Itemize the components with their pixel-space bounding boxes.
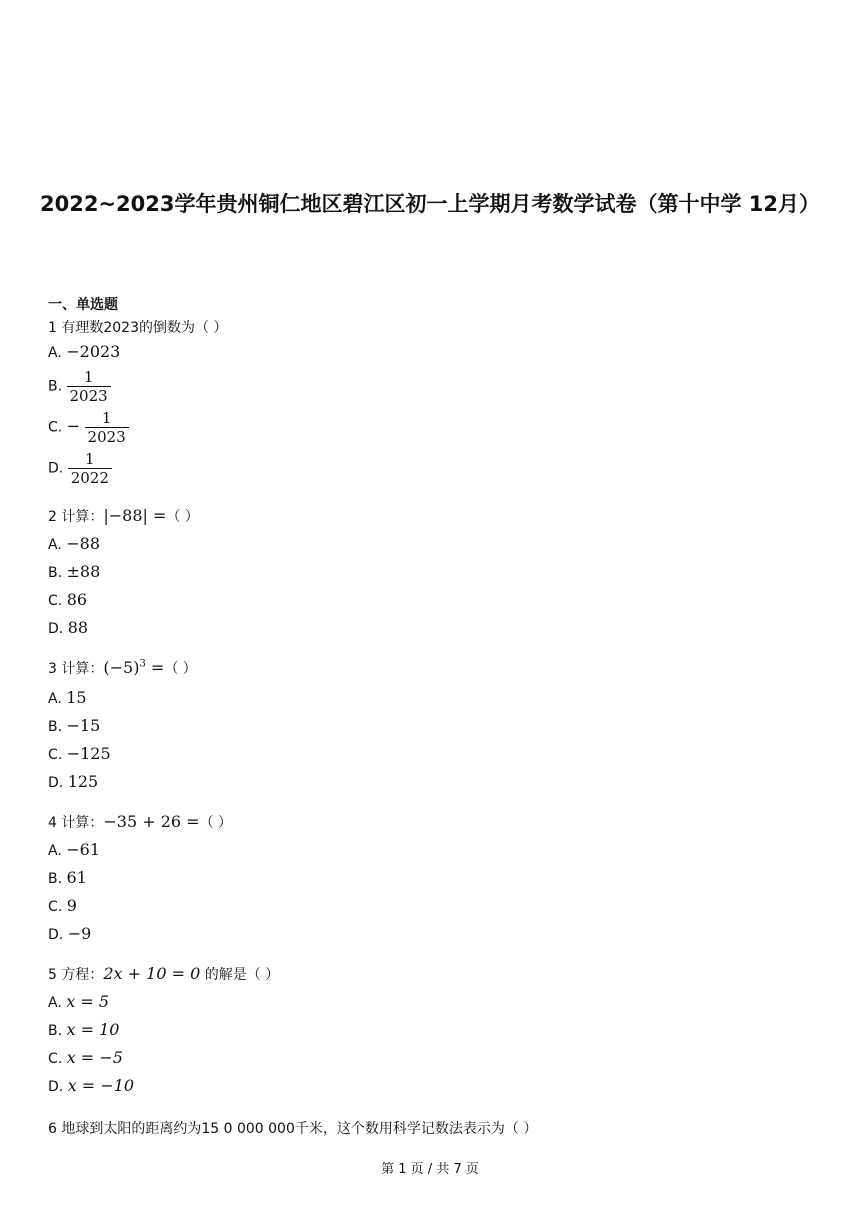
option-value: x = −10 [67, 1076, 135, 1095]
option-label: C. [48, 419, 63, 436]
page-footer: 第 1 页 / 共 7 页 [381, 1162, 479, 1177]
option-value: 125 [67, 772, 99, 791]
option-value: 9 [66, 896, 77, 915]
option-value: x = 5 [66, 992, 110, 1011]
option-value: −15 [66, 716, 101, 735]
math-expression: −35 + 26 = [103, 812, 200, 831]
power-base: (−5) [103, 658, 140, 677]
numerator: 1 [85, 450, 95, 468]
option-label: B. [48, 871, 63, 887]
numerator: 1 [83, 368, 94, 386]
minus-sign: − [66, 416, 81, 436]
question-5-option-d [48, 1076, 134, 1095]
question-3-option-c [48, 744, 111, 763]
option-label: D. [48, 1079, 64, 1095]
option-value: −88 [66, 534, 100, 553]
stem-prefix: 2 计算： [48, 509, 104, 525]
question-2-option-d [48, 618, 88, 637]
question-5-option-b [48, 1020, 119, 1039]
option-label: A. [48, 995, 62, 1011]
question-1-option-b [48, 368, 111, 405]
option-value: 88 [67, 618, 89, 637]
math-expression: 2x + 10 = 0 [103, 964, 201, 983]
question-6-stem: 6 地球到太阳的距离约为15 0 000 000千米，这个数用科学记数法表示为（ ） [48, 1121, 538, 1137]
option-value: −125 [66, 744, 111, 763]
option-label: B. [48, 565, 63, 581]
stem-prefix: 5 方程： [48, 967, 104, 983]
question-2-option-a [48, 534, 100, 553]
option-value: 86 [66, 590, 88, 609]
option-label: B. [48, 378, 63, 395]
question-3-option-b [48, 716, 100, 735]
question-5-option-a [48, 992, 109, 1011]
option-value: x = 10 [66, 1020, 120, 1039]
question-3-stem [48, 658, 197, 678]
option-value: x = −5 [66, 1048, 123, 1067]
option-label: B. [48, 1023, 63, 1039]
question-5-stem [48, 964, 279, 984]
question-4-stem [48, 812, 232, 832]
option-label: C. [48, 899, 63, 915]
question-3-option-d [48, 772, 98, 791]
math-expression [103, 658, 164, 677]
option-value: 61 [66, 868, 87, 887]
denominator: 2022 [68, 468, 112, 487]
option-label: C. [48, 747, 63, 763]
fraction [85, 409, 129, 446]
page-title: 2022~2023学年贵州铜仁地区碧江区初一上学期月考数学试卷（第十中学 12月） [40, 192, 821, 216]
stem-suffix: （ ） [164, 661, 197, 677]
option-label: D. [48, 621, 64, 637]
stem-prefix: 3 计算： [48, 661, 104, 677]
option-label: A. [48, 537, 62, 553]
question-2-option-c [48, 590, 87, 609]
denominator: 2023 [67, 386, 111, 405]
option-value: −2023 [66, 342, 121, 361]
option-label: D. [48, 460, 64, 477]
question-1-option-a [48, 342, 120, 361]
question-2-stem [48, 506, 199, 526]
option-label: D. [48, 775, 64, 791]
option-label: C. [48, 593, 63, 609]
question-4-option-d [48, 924, 91, 943]
stem-suffix: 的解是（ ） [200, 967, 280, 983]
equals-sign: = [145, 658, 165, 677]
question-4-option-a [48, 840, 100, 859]
stem-suffix: （ ） [199, 815, 233, 831]
option-label: A. [48, 691, 62, 707]
question-1-stem: 1 有理数2023的倒数为（ ） [48, 320, 228, 336]
numerator: 1 [101, 409, 112, 427]
question-1-option-d [48, 450, 112, 487]
fraction [67, 368, 111, 405]
option-label: B. [48, 719, 63, 735]
option-label: A. [48, 345, 62, 361]
stem-prefix: 4 计算： [48, 815, 104, 831]
option-label: D. [48, 927, 64, 943]
option-value: −61 [66, 840, 100, 859]
question-3-option-a [48, 688, 87, 707]
math-expression: |−88| = [103, 506, 167, 525]
question-5-option-c [48, 1048, 123, 1067]
option-value: 15 [66, 688, 87, 707]
option-value: −9 [67, 924, 92, 943]
fraction [68, 450, 112, 487]
question-2-option-b [48, 562, 100, 581]
denominator: 2023 [85, 427, 129, 446]
question-1-option-c [48, 409, 129, 446]
exponent: 3 [139, 658, 146, 670]
stem-suffix: （ ） [166, 509, 199, 525]
question-4-option-c [48, 896, 77, 915]
option-label: A. [48, 843, 62, 859]
section-heading: 一、单选题 [48, 297, 118, 313]
option-value: ±88 [66, 562, 101, 581]
question-4-option-b [48, 868, 87, 887]
option-label: C. [48, 1051, 63, 1067]
